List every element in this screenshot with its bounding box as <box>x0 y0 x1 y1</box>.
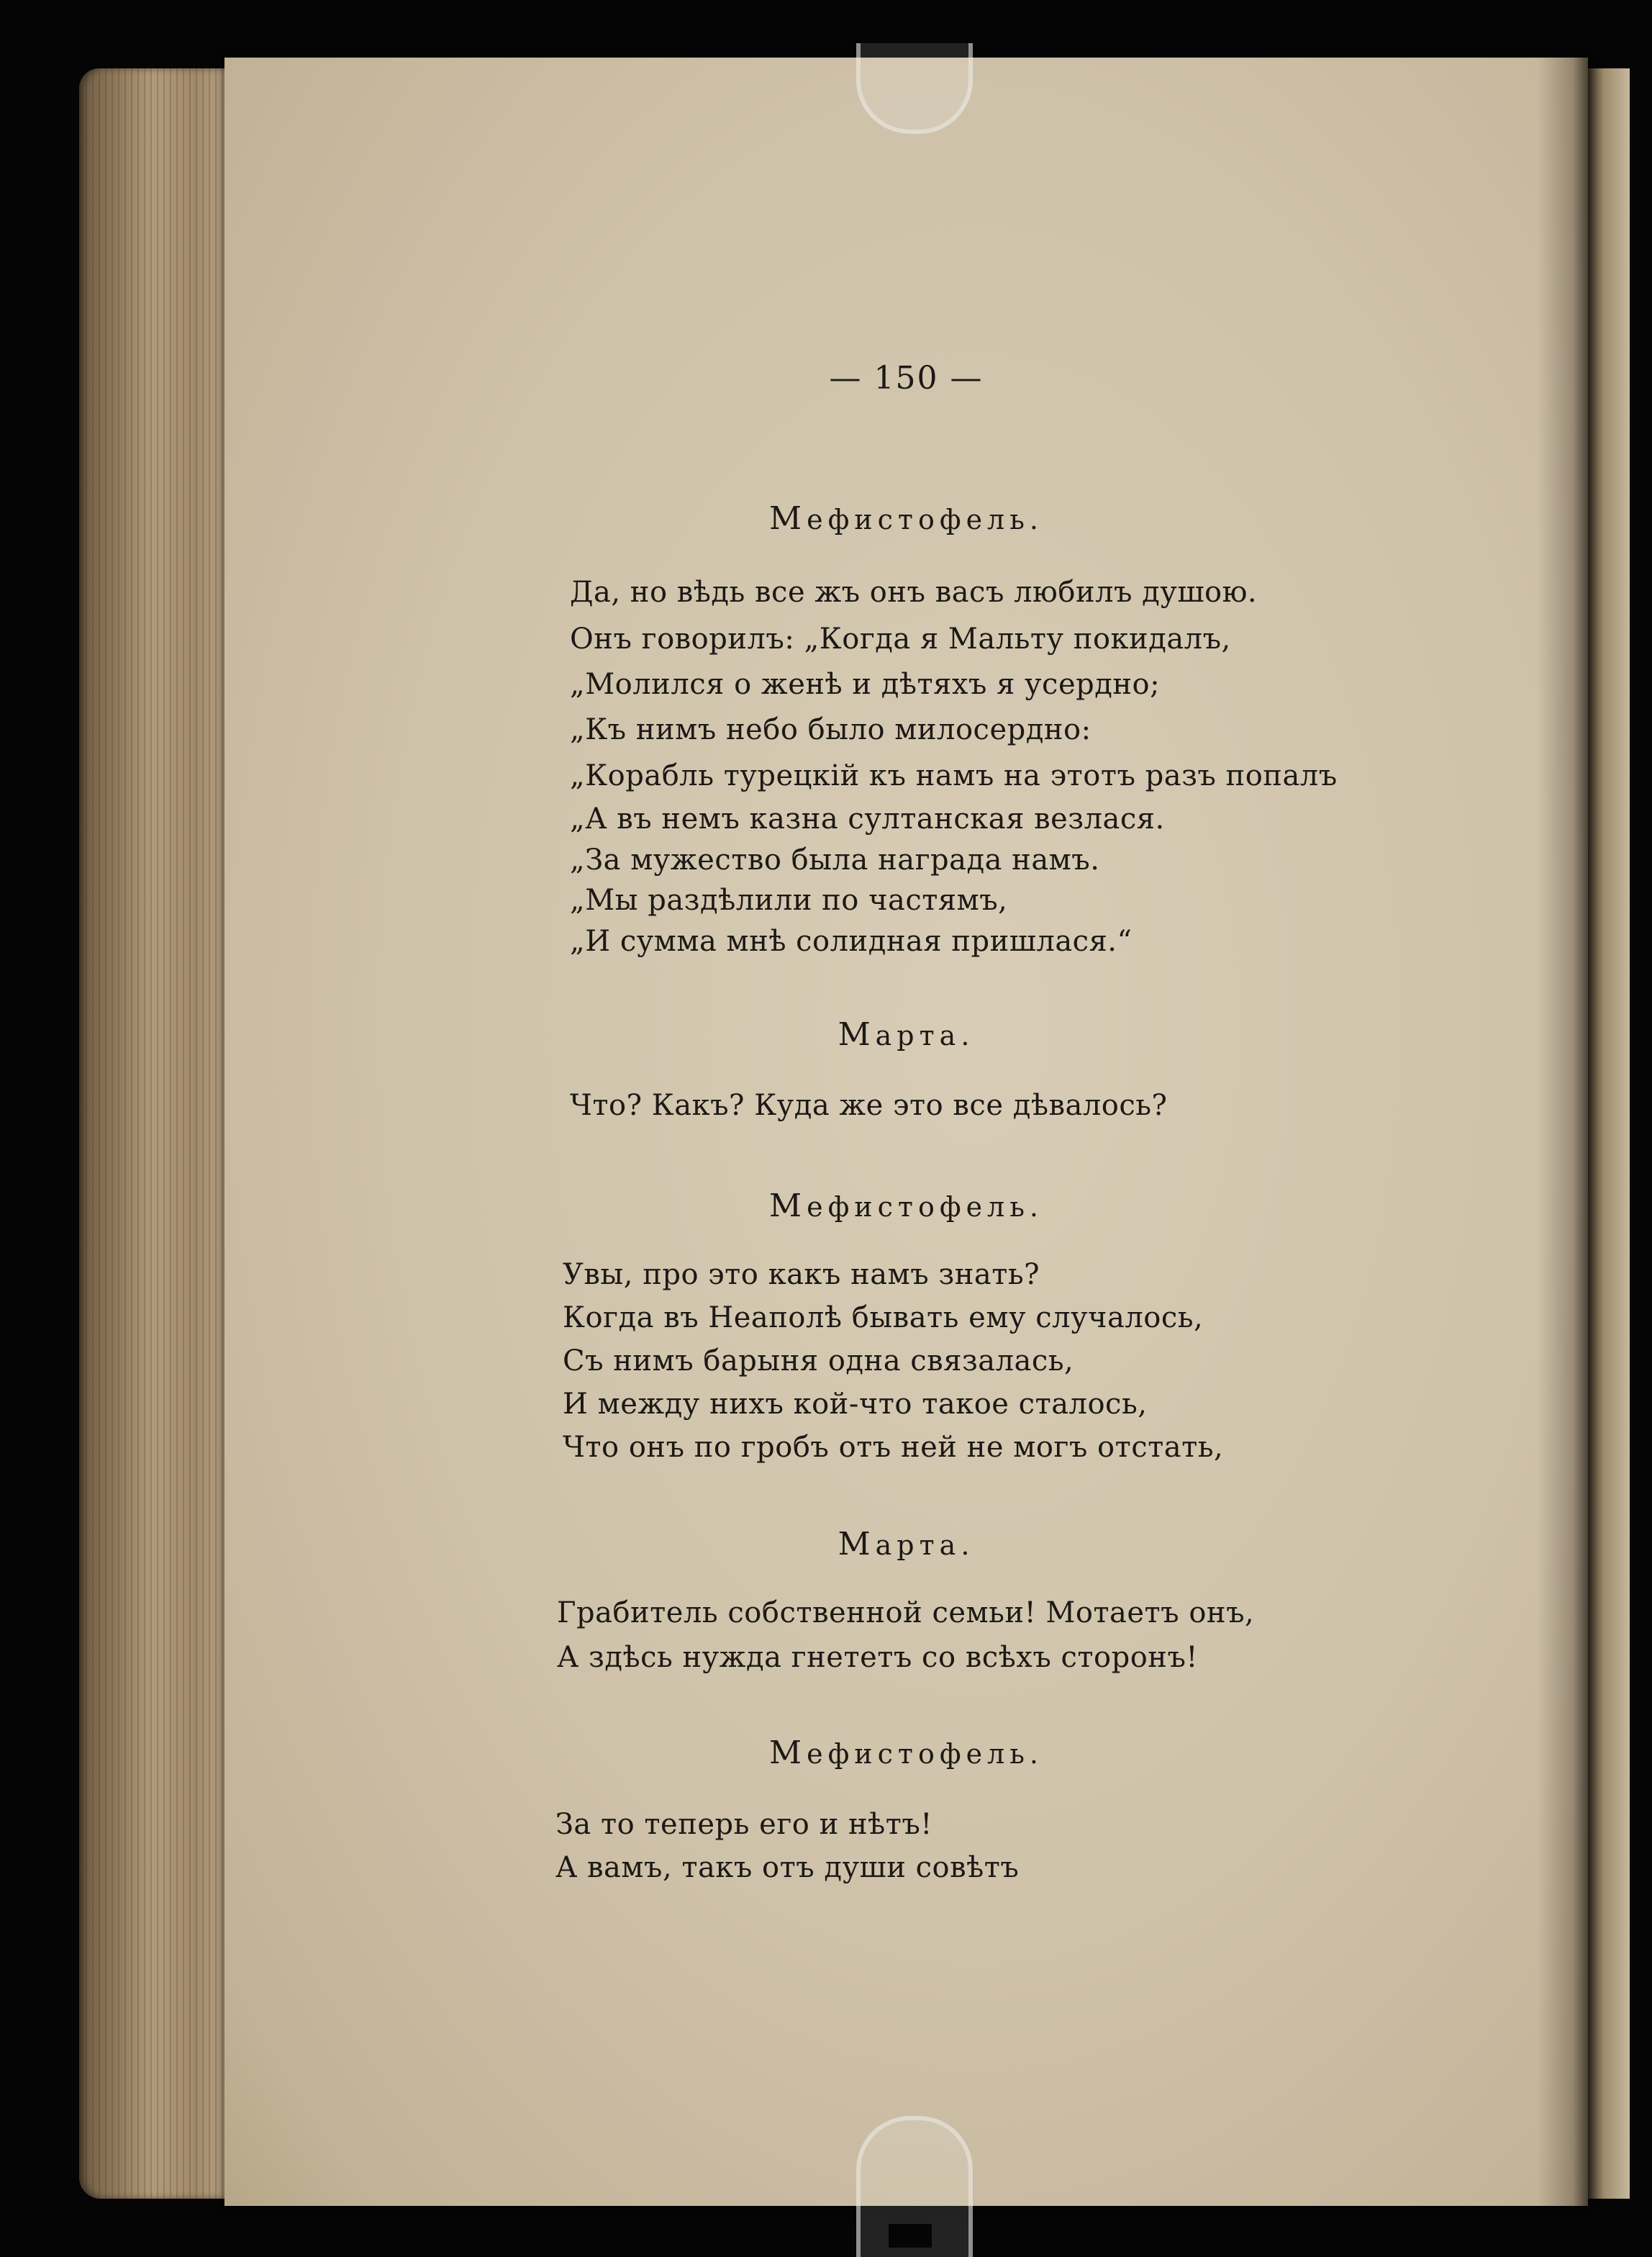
speaker-name: арта. <box>875 1020 975 1051</box>
verse-line: Грабитель собственной семьи! Мотаетъ онъ, <box>557 1596 1255 1629</box>
clip-stem <box>889 0 932 43</box>
page-number: — 150 — <box>829 360 984 397</box>
page-content <box>224 58 1588 2206</box>
verse-line: „Корабль турецкій къ намъ на этотъ разъ попалъ <box>570 759 1338 792</box>
verse-line: Когда въ Неаполѣ бывать ему случалось, <box>563 1301 1204 1334</box>
verse-line: А здѣсь нужда гнететъ со всѣхъ сторонъ! <box>557 1641 1198 1674</box>
book-page <box>224 58 1588 2206</box>
verse-line: Что? Какъ? Куда же это все дѣвалось? <box>570 1089 1168 1122</box>
speaker-name: ефистофель. <box>807 1738 1043 1770</box>
verse-line: „Молился о женѣ и дѣтяхъ я усердно; <box>570 668 1161 701</box>
speaker-heading <box>224 500 1588 537</box>
verse-line: „А въ немъ казна султанская везлася. <box>570 802 1165 836</box>
speaker-initial: М <box>838 1016 876 1053</box>
speaker-initial: М <box>769 1734 807 1771</box>
speaker-name: арта. <box>875 1529 975 1561</box>
speaker-heading <box>224 1016 1588 1053</box>
verse-line: Онъ говорилъ: „Когда я Мальту покидалъ, <box>570 623 1231 656</box>
speaker-initial: М <box>769 1188 807 1224</box>
verse-line: Да, но вѣдь все жъ онъ васъ любилъ душою. <box>570 576 1258 609</box>
verse-line: За то теперь его и нѣтъ! <box>555 1808 932 1841</box>
verse-line: „И сумма мнѣ солидная пришлася.“ <box>570 925 1133 958</box>
speaker-initial: М <box>838 1526 876 1562</box>
speaker-initial: М <box>769 500 807 537</box>
speaker-name: ефистофель. <box>807 504 1043 535</box>
verse-line: А вамъ, такъ отъ души совѣтъ <box>555 1851 1020 1884</box>
verse-line: Съ нимъ барыня одна связалась, <box>563 1344 1074 1378</box>
clip-stem <box>889 2224 932 2248</box>
verse-line: Увы, про это какъ намъ знать? <box>563 1258 1040 1291</box>
speaker-heading <box>224 1734 1588 1771</box>
verse-line: Что онъ по гробъ отъ ней не могъ отстать, <box>563 1431 1224 1464</box>
speaker-name: ефистофель. <box>807 1191 1043 1223</box>
next-page-edge <box>1587 68 1630 2199</box>
page-edges <box>79 68 245 2199</box>
verse-line: „Къ нимъ небо было милосердно: <box>570 713 1092 746</box>
verse-line: „За мужество была награда намъ. <box>570 843 1100 877</box>
verse-line: И между нихъ кой-что такое сталось, <box>563 1388 1148 1421</box>
verse-line: „Мы раздѣлили по частямъ, <box>570 884 1008 917</box>
speaker-heading <box>224 1526 1588 1562</box>
speaker-heading <box>224 1188 1588 1224</box>
